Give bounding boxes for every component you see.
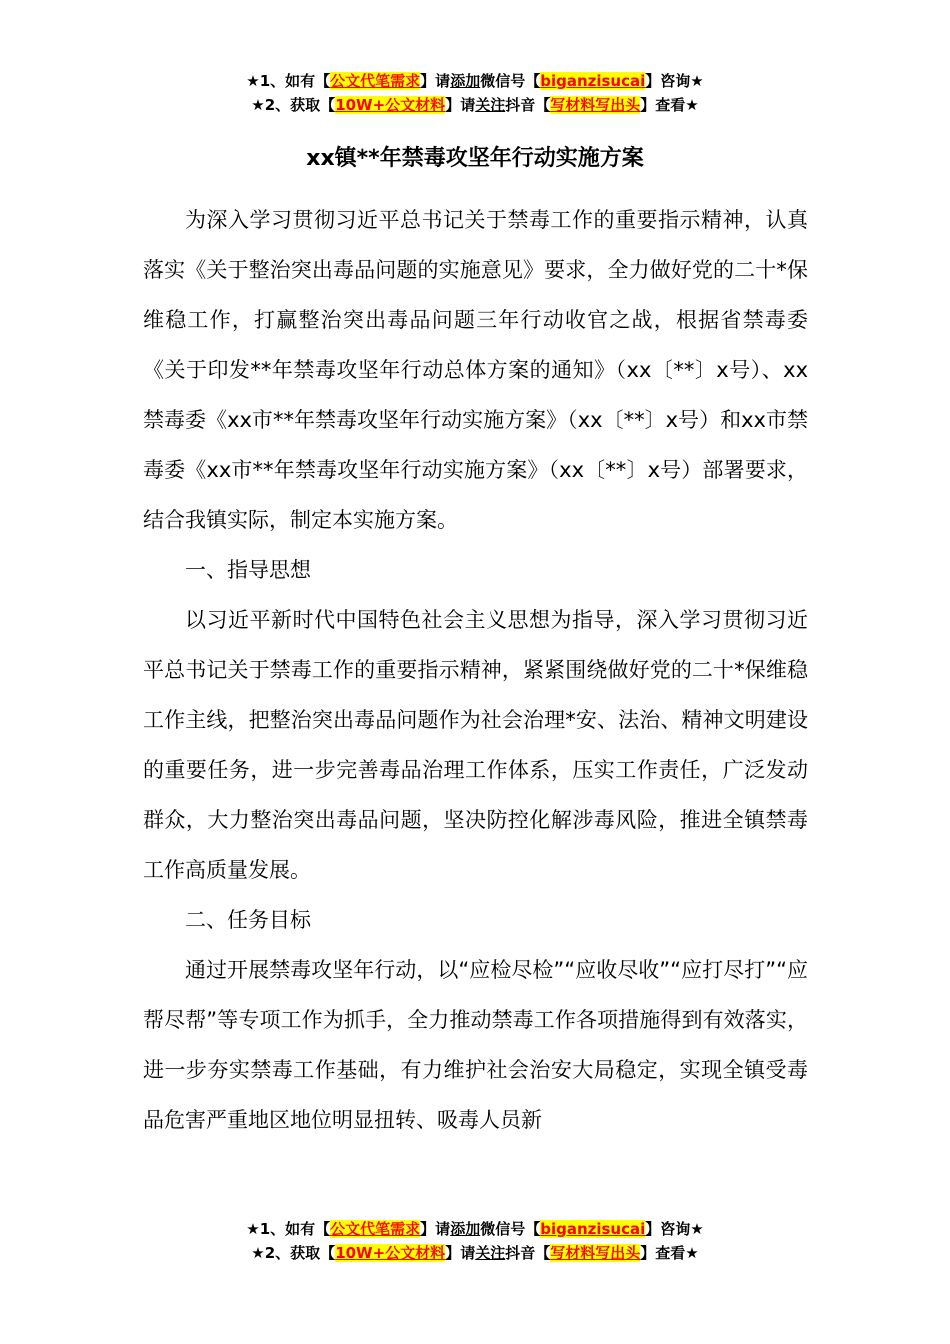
banner-highlight: 写材料写出头 bbox=[550, 1244, 641, 1262]
banner-highlight: biganzisucai bbox=[540, 72, 646, 90]
banner-highlight: 公文代笔需求 bbox=[330, 1220, 421, 1238]
banner-highlight: 写材料写出头 bbox=[550, 96, 641, 114]
banner-highlight: 10W+公文材料 bbox=[335, 1244, 446, 1262]
banner-text: 】请 bbox=[420, 1220, 451, 1238]
paragraph-task-goals: 通过开展禁毒攻坚年行动，以“应检尽检”“应收尽收”“应打尽打”“应帮尽帮”等专项工作为抓手，全力推动禁毒工作各项措施得到有效落实，进一步夯实禁毒工作基础，有力维护社会治安大局稳定，实现全镇受毒品危害严重地区地位明显扭转、吸毒人员新 bbox=[143, 958, 808, 1132]
banner-text: 微信号【 bbox=[480, 72, 541, 90]
section-heading-guiding-ideology: 一、指导思想 bbox=[185, 558, 311, 582]
banner-highlight: biganzisucai bbox=[540, 1220, 646, 1238]
banner-text: 抖音【 bbox=[505, 1244, 551, 1262]
banner-text: 】查看★ bbox=[640, 1244, 699, 1262]
banner-line-2 bbox=[0, 1241, 950, 1265]
banner-highlight: 公文代笔需求 bbox=[330, 72, 421, 90]
banner-text: ★2、获取【 bbox=[251, 96, 336, 114]
paragraph-guiding-ideology: 以习近平新时代中国特色社会主义思想为指导，深入学习贯彻习近平总书记关于禁毒工作的重要指示精神，紧紧围绕做好党的二十*保维稳工作主线，把整治突出毒品问题作为社会治理*安、法治、精神文明建设的重要任务，进一步完善毒品治理工作体系，压实工作责任，广泛发动群众，大力整治突出毒品问题，坚决防控化解涉毒风险，推进全镇禁毒工作高质量发展。 bbox=[143, 608, 808, 882]
section-heading-task-goals: 二、任务目标 bbox=[185, 908, 311, 932]
banner-underlined: 关注 bbox=[475, 96, 506, 114]
banner-underlined: 关注 bbox=[475, 1244, 506, 1262]
banner-text: 抖音【 bbox=[505, 96, 551, 114]
banner-text: 】查看★ bbox=[640, 96, 699, 114]
banner-text: ★1、如有【 bbox=[246, 1220, 331, 1238]
banner-text: ★2、获取【 bbox=[251, 1244, 336, 1262]
banner-line-2 bbox=[0, 93, 950, 117]
banner-underlined: 添加 bbox=[450, 72, 481, 90]
banner-text: 】请 bbox=[445, 1244, 476, 1262]
banner-text: 】请 bbox=[445, 96, 476, 114]
banner-text: 】咨询★ bbox=[645, 1220, 704, 1238]
banner-text: 】请 bbox=[420, 72, 451, 90]
document-body bbox=[143, 195, 808, 1145]
banner-text: 微信号【 bbox=[480, 1220, 541, 1238]
banner-underlined: 添加 bbox=[450, 1220, 481, 1238]
banner-line-1 bbox=[0, 69, 950, 93]
footer-banner bbox=[0, 1217, 950, 1265]
banner-highlight: 10W+公文材料 bbox=[335, 96, 446, 114]
banner-text: 】咨询★ bbox=[645, 72, 704, 90]
document-title: xx镇**年禁毒攻坚年行动实施方案 bbox=[306, 146, 644, 171]
header-banner bbox=[0, 69, 950, 117]
banner-line-1 bbox=[0, 1217, 950, 1241]
banner-text: ★1、如有【 bbox=[246, 72, 331, 90]
paragraph-intro: 为深入学习贯彻习近平总书记关于禁毒工作的重要指示精神，认真落实《关于整治突出毒品问题的实施意见》要求，全力做好党的二十*保维稳工作，打赢整治突出毒品问题三年行动收官之战，根据省禁毒委《关于印发**年禁毒攻坚年行动总体方案的通知》（xx〔**〕x号）、xx禁毒委《xx市**年禁毒攻坚年行动实施方案》（xx〔**〕x号）和xx市禁毒委《xx市**年禁毒攻坚年行动实施方案》（xx〔**〕x号）部署要求，结合我镇实际，制定本实施方案。 bbox=[143, 208, 808, 532]
